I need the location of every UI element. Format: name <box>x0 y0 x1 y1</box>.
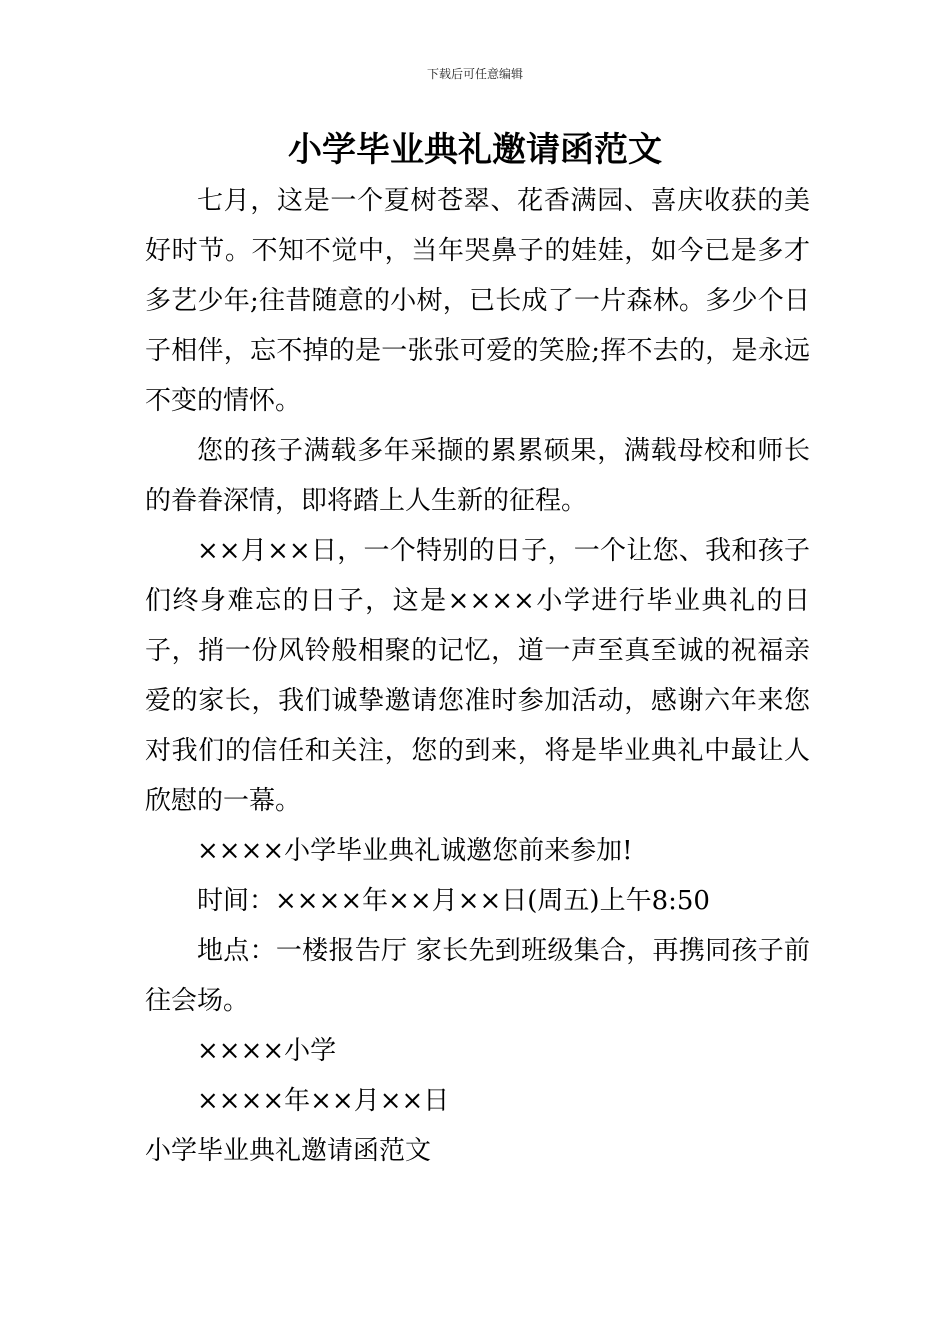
paragraph-time: 时间：××××年××月××日(周五)上午8:50 <box>197 886 710 916</box>
signature-school: ××××小学 <box>197 1036 337 1066</box>
paragraph-children: 您的孩子满载多年采撷的累累硕果，满载母校和师长的眷眷深情，即将踏上人生新的征程。 <box>145 436 810 516</box>
header-note: 下载后可任意编辑 <box>426 67 523 81</box>
paragraph-invitation: ××月××日，一个特别的日子，一个让您、我和孩子们终身难忘的日子，这是××××小学进行毕业典礼的日子，捎一份风铃般相聚的记忆，道一声至真至诚的祝福亲爱的家长，我们诚挚邀请您准时参加活动，感谢六年来您对我们的信任和关注，您的到来，将是毕业典礼中最让人欣慰的一幕。 <box>145 536 810 816</box>
document-body <box>145 176 810 1176</box>
paragraph-invite-line: ××××小学毕业典礼诚邀您前来参加! <box>197 836 633 866</box>
paragraph-opening: 七月，这是一个夏树苍翠、花香满园、喜庆收获的美好时节。不知不觉中，当年哭鼻子的娃娃，如今已是多才多艺少年;往昔随意的小树，已长成了一片森林。多少个日子相伴，忘不掉的是一张张可爱的笑脸;挥不去的，是永远不变的情怀。 <box>145 186 810 416</box>
document-title: 小学毕业典礼邀请函范文 <box>288 130 662 170</box>
paragraph-location: 地点：一楼报告厅 家长先到班级集合，再携同孩子前往会场。 <box>145 936 810 1016</box>
signature-date: ××××年××月××日 <box>197 1086 450 1116</box>
footer-title: 小学毕业典礼邀请函范文 <box>145 1136 432 1166</box>
